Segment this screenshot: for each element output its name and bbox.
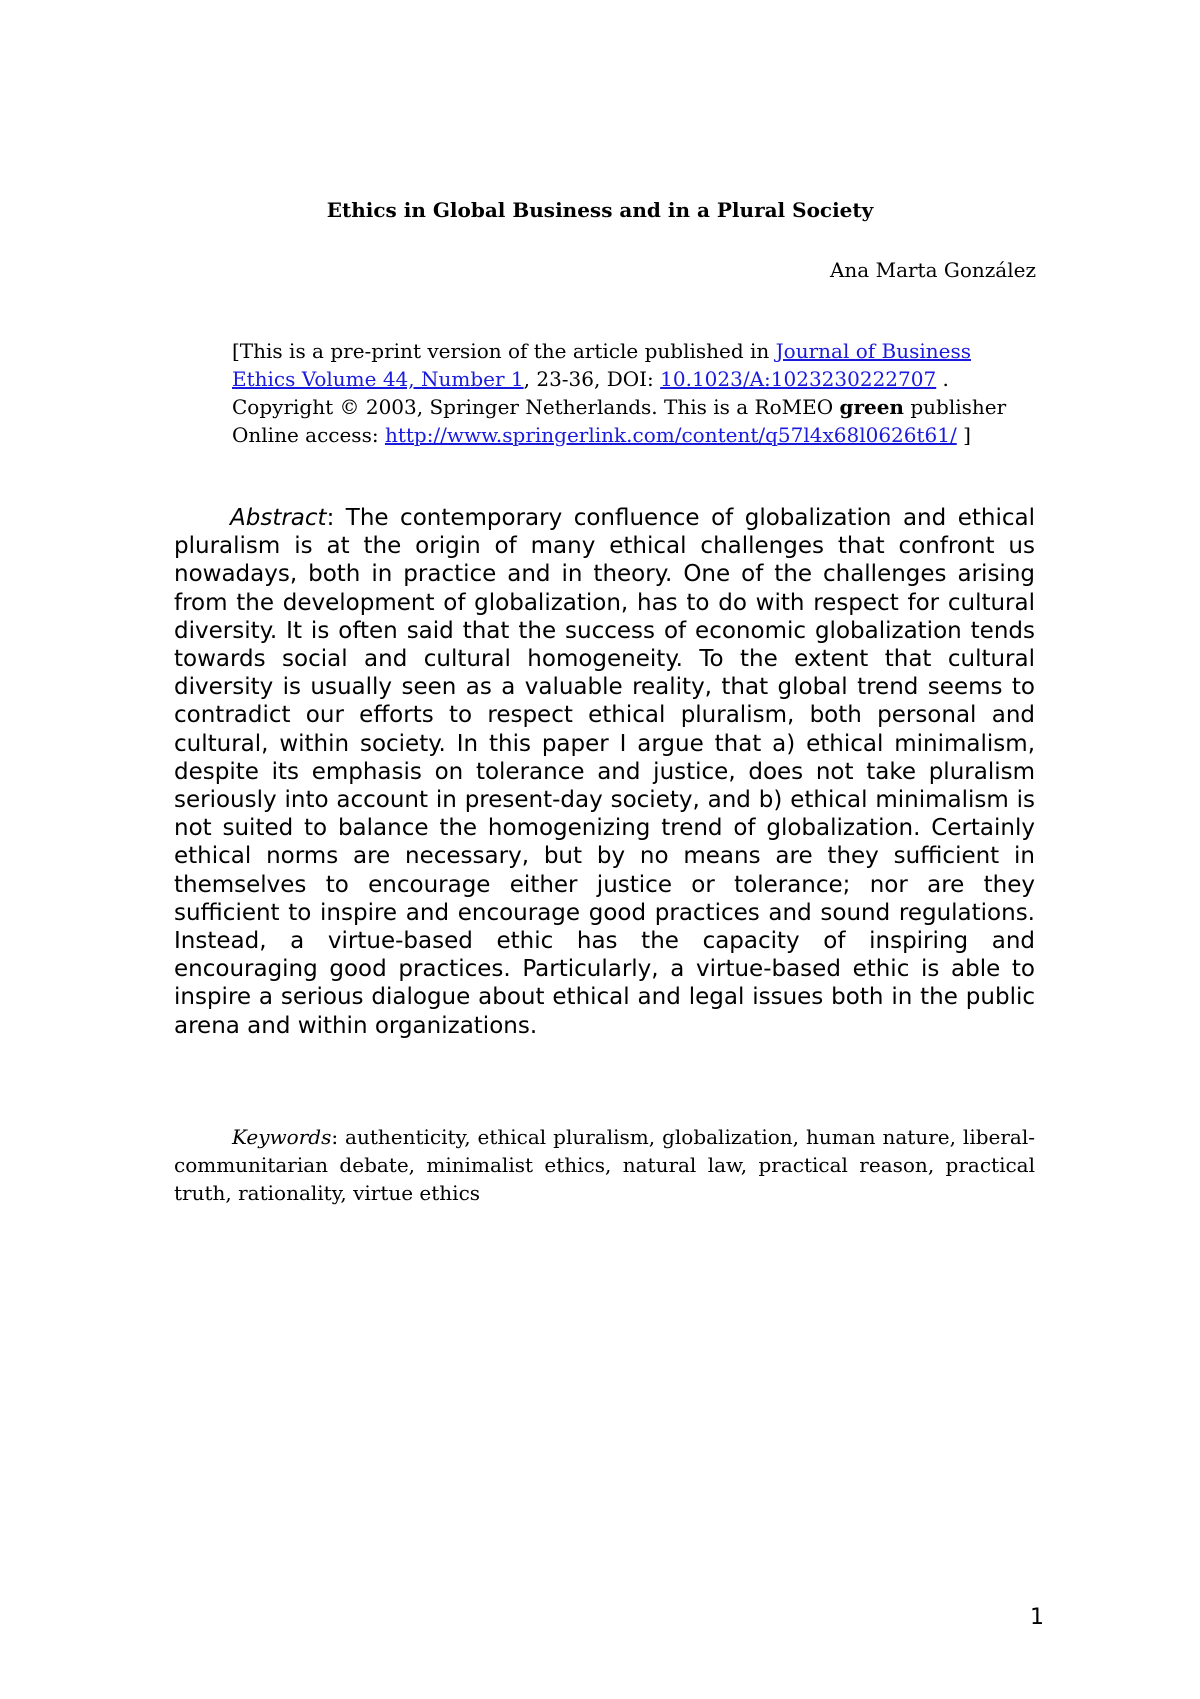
note-intro: [This is a pre-print version of the article published in (232, 339, 776, 363)
doi-link[interactable]: 10.1023/A:1023230222707 (660, 367, 937, 391)
keywords-colon: : (331, 1125, 346, 1149)
online-access-label: Online access: (232, 423, 385, 447)
romeo-color: green (839, 395, 904, 419)
keywords-paragraph (174, 1123, 1035, 1207)
page-number: 1 (1030, 1605, 1044, 1630)
preprint-note (232, 337, 1032, 449)
copyright-text: Copyright © 2003, Springer Netherlands. This is a RoMEO (232, 395, 840, 419)
journal-link[interactable]: Journal of Business Ethics Volume 44, Number 1 (232, 339, 971, 391)
abstract-paragraph (174, 504, 1035, 1040)
online-access-link[interactable]: http://www.springerlink.com/content/q57l4x68l0626t61/ (384, 423, 957, 447)
author-name: Ana Marta González (829, 258, 1036, 282)
keywords-text: authenticity, ethical pluralism, globalization, human nature, liberal-communitarian debate, minimalist ethics, natural law, practical reason, practical truth, rationality, virtue ethics (174, 1125, 1035, 1205)
copyright-post: publisher (903, 395, 1007, 419)
paper-title: Ethics in Global Business and in a Plural Society (326, 198, 874, 222)
online-end: ] (956, 423, 971, 447)
keywords-label: Keywords (232, 1125, 332, 1149)
abstract-text: The contemporary confluence of globalization and ethical pluralism is at the origin of many ethical challenges that confront us nowadays, both in practice and in theory. One of the challenges arising from the development of globalization, has to do with respect for cultural diversity. It is often said that the success of economic globalization tends towards social and cultural homogeneity. To the extent that cultural diversity is usually seen as a valuable reality, that global trend seems to contradict our efforts to respect ethical pluralism, both personal and cultural, within society. In this paper I argue that a) ethical minimalism, despite its emphasis on tolerance and justice, does not take pluralism seriously into account in present-day society, and b) ethical minimalism is not suited to balance the homogenizing trend of globalization. Certainly ethical norms are necessary, but by no means are they sufficient in themselves to encourage either justice or tolerance; nor are they sufficient to inspire and encourage good practices and sound regulations. Instead, a virtue-based ethic has the capacity of inspiring and encouraging good practices. Particularly, a virtue-based ethic is able to inspire a serious dialogue about ethical and legal issues both in the public arena and within organizations. (174, 505, 1035, 1039)
abstract-label: Abstract (230, 505, 327, 531)
abstract-colon: : (326, 505, 346, 531)
note-doi-end: . (936, 367, 949, 391)
note-pages-doi: , 23-36, DOI: (523, 367, 661, 391)
